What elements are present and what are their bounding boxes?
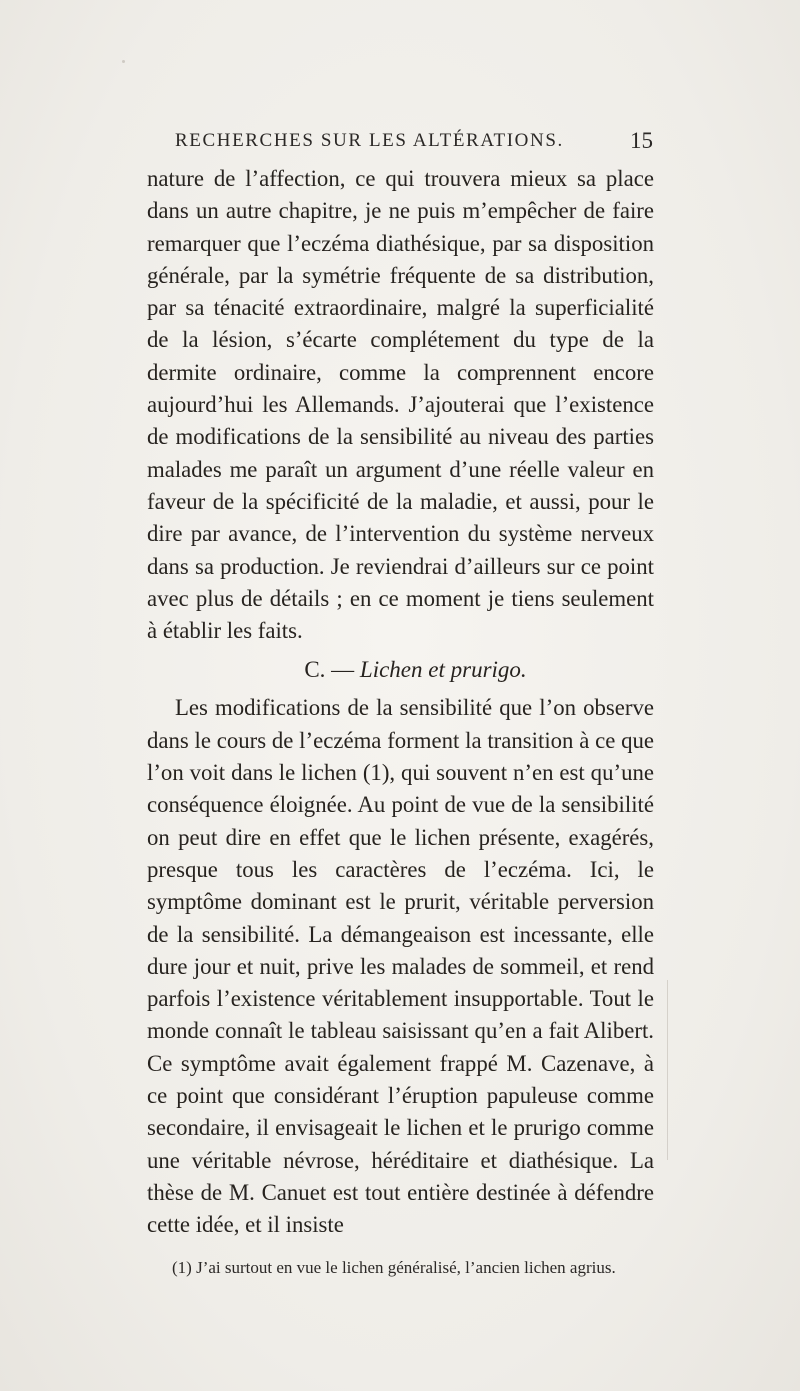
margin-mark-dot	[122, 60, 125, 63]
section-title: Lichen et prurigo.	[359, 657, 527, 683]
section-label: C. —	[304, 657, 355, 683]
section-heading	[147, 654, 654, 686]
page-header	[145, 130, 653, 156]
paragraph-lichen: Les modifications de la sensibilité que l’on observe dans le cours de l’eczéma forment la transition à ce que l’on voit dans le lichen (1), qui souvent n’en est qu’une conséquence éloignée. Au point de vue de la sensibilité on peut dire en effet que le lichen présente, exagérés, presque tous les caractères de l’eczéma. Ici, le symptôme dominant est le prurit, véritable perversion de la sensibilité. La démangeaison est incessante, elle dure jour et nuit, prive les malades de sommeil, et rend parfois l’existence véritablement insupportable. Tout le monde connaît le tableau saisissant qu’en a fait Alibert. Ce symptôme avait également frappé M. Cazenave, à ce point que considérant l’éruption papuleuse comme secondaire, il envisageait le lichen et le prurigo comme une véritable névrose, héréditaire et diathésique. La thèse de M. Canuet est tout entière destinée à défendre cette idée, et il insiste	[147, 695, 654, 1238]
page-number: 15	[630, 128, 653, 153]
paragraph-continued: nature de l’affection, ce qui trouvera mieux sa place dans un autre chapitre, je ne puis m’empêcher de faire remarquer que l’eczéma diathésique, par sa disposition générale, par la symétrie fréquente de sa distribution, par sa ténacité extraordinaire, malgré la superficialité de la lésion, s’écarte complétement du type de la dermite ordinaire, comme la comprennent encore aujourd’hui les Allemands. J’ajouterai que l’existence de modifications de la sensibilité au niveau des parties malades me paraît un argument d’une réelle valeur en faveur de la spécificité de la maladie, et aussi, pour le dire par avance, de l’intervention du système nerveux dans sa production. Je reviendrai d’ailleurs sur ce point avec plus de détails ; en ce moment je tiens seulement à établir les faits.	[147, 166, 654, 644]
margin-mark-line	[667, 980, 668, 1160]
footnote: (1) J’ai surtout en vue le lichen généralisé, l’ancien lichen agrius.	[172, 1258, 616, 1277]
body-text	[147, 163, 654, 1242]
running-head: RECHERCHES SUR LES ALTÉRATIONS.	[175, 130, 564, 151]
